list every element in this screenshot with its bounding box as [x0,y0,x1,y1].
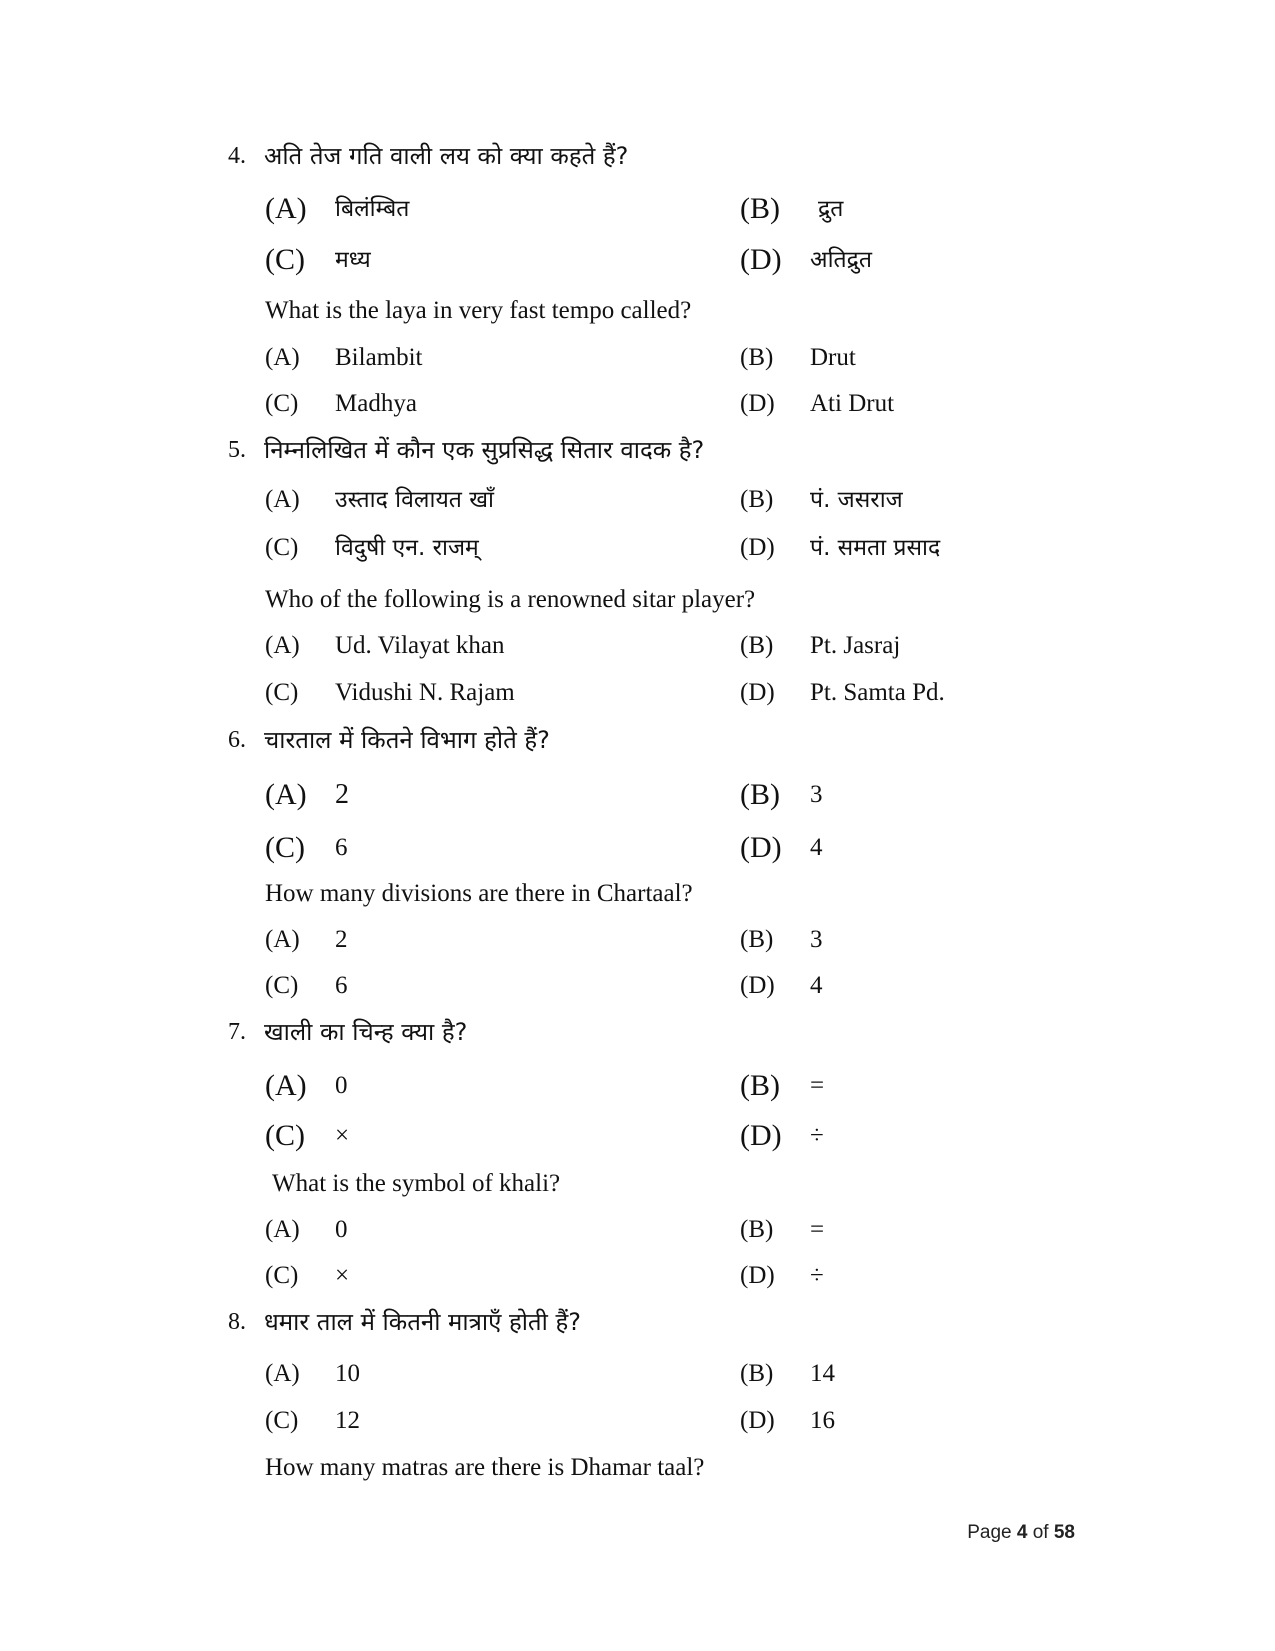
option-text: 14 [810,1360,835,1387]
option-text: 4 [810,972,823,999]
option-text: 6 [335,972,348,999]
question-8-english [0,1448,1275,1488]
page-of: of [1032,1522,1049,1543]
question-6-english [0,874,1275,914]
option-text: 16 [810,1407,835,1434]
question-text-hindi: धमार ताल में कितनी मात्राएँ होती हैं? [264,1308,581,1336]
option-label: (C) [265,679,299,706]
question-text-hindi: खाली का चिन्ह क्या है? [264,1018,468,1046]
option-row [0,626,1275,666]
option-text: अतिद्रुत [810,247,872,273]
option-label: (B) [740,192,780,225]
option-text: Pt. Samta Pd. [810,679,945,706]
option-label: (C) [265,243,305,276]
option-label: (D) [740,243,782,276]
option-row [0,528,1275,568]
page-label: Page [967,1522,1012,1543]
question-text-english: How many matras are there is Dhamar taal? [265,1454,705,1481]
question-number: 4. [228,143,246,169]
option-label: (D) [740,1407,775,1434]
option-label: (D) [740,679,775,706]
option-label: (D) [740,831,782,864]
option-label: (B) [740,926,774,953]
option-text: 6 [335,834,348,861]
option-label: (B) [740,1216,774,1243]
question-text-english: How many divisions are there in Chartaal? [265,880,693,907]
option-text: द्रुत [818,196,844,222]
option-row [0,1354,1275,1394]
option-row [0,673,1275,713]
option-row [0,240,1275,280]
question-text-hindi: अति तेज गति वाली लय को क्या कहते हैं? [264,142,629,170]
question-number: 8. [228,1309,246,1335]
option-label: (C) [265,831,305,864]
question-8-hindi [0,1302,1275,1342]
option-row [0,1066,1275,1106]
option-label: (A) [265,344,300,371]
option-text: Ud. Vilayat khan [335,632,505,659]
option-label: (A) [265,632,300,659]
option-text: × [335,1122,350,1149]
option-label: (B) [740,344,774,371]
option-row [0,966,1275,1006]
option-text: ÷ [810,1262,824,1289]
option-label: (A) [265,778,307,811]
option-text: × [335,1262,350,1289]
option-row [0,1210,1275,1250]
option-label: (A) [265,192,307,225]
option-row [0,1116,1275,1156]
option-label: (C) [265,390,299,417]
option-text: 10 [335,1360,360,1387]
question-7-english [0,1164,1275,1204]
option-label: (C) [265,1262,299,1289]
option-label: (A) [265,1216,300,1243]
question-text-english: What is the laya in very fast tempo called? [265,297,692,324]
question-6-hindi [0,720,1275,760]
option-label: (C) [265,1407,299,1434]
option-label: (B) [740,1069,780,1102]
option-text: 2 [335,926,348,953]
option-text: Drut [810,344,856,371]
option-text: मध्य [335,247,371,273]
option-text: Bilambit [335,344,423,371]
question-text-english: Who of the following is a renowned sitar player? [265,586,756,613]
question-7-hindi [0,1012,1275,1052]
page-total: 58 [1053,1522,1075,1543]
option-label: (D) [740,534,775,561]
option-row [0,920,1275,960]
option-text: पं. समता प्रसाद [810,535,941,561]
option-text: उस्ताद विलायत खाँ [335,487,494,513]
option-label: (A) [265,1360,300,1387]
option-text: = [810,1216,825,1243]
option-text: पं. जसराज [810,487,903,513]
option-row [0,480,1275,520]
question-text-hindi: चारताल में कितने विभाग होते हैं? [264,726,550,754]
option-row [0,189,1275,229]
option-label: (B) [740,486,774,513]
question-4-english [0,291,1275,331]
option-label: (A) [265,1069,307,1102]
option-row [0,338,1275,378]
option-row [0,1256,1275,1296]
option-label: (D) [740,1119,782,1152]
option-label: (D) [740,972,775,999]
option-text: Vidushi N. Rajam [335,679,515,706]
option-text: 4 [810,834,823,861]
question-number: 6. [228,727,246,753]
question-4-hindi [0,136,1275,176]
option-row [0,1401,1275,1441]
option-label: (C) [265,534,299,561]
option-row [0,384,1275,424]
option-label: (A) [265,486,300,513]
option-label: (A) [265,926,300,953]
option-label: (B) [740,1360,774,1387]
option-label: (B) [740,778,780,811]
option-text: 2 [335,779,349,810]
page-footer [967,1522,1075,1544]
option-text: 3 [810,926,823,953]
option-text: 12 [335,1407,360,1434]
option-text: Ati Drut [810,390,895,417]
option-text: 3 [810,781,823,808]
option-text: बिलंम्बित [335,196,410,222]
option-label: (B) [740,632,774,659]
question-text-english: What is the symbol of khali? [272,1170,561,1197]
page-current: 4 [1016,1522,1028,1543]
option-text: 0 [335,1216,348,1243]
option-row [0,828,1275,868]
option-text: 0 [335,1072,348,1099]
option-text: Pt. Jasraj [810,632,901,659]
option-label: (D) [740,390,775,417]
option-label: (C) [265,972,299,999]
question-number: 7. [228,1019,246,1045]
option-text: = [810,1072,825,1099]
question-number: 5. [228,437,246,463]
option-label: (C) [265,1119,305,1152]
option-text: विदुषी एन. राजम् [335,535,479,561]
option-label: (D) [740,1262,775,1289]
question-5-english [0,580,1275,620]
question-5-hindi [0,430,1275,470]
option-text: Madhya [335,390,417,417]
option-text: ÷ [810,1122,824,1149]
option-row [0,775,1275,815]
question-text-hindi: निम्नलिखित में कौन एक सुप्रसिद्ध सितार वादक है? [264,436,705,464]
